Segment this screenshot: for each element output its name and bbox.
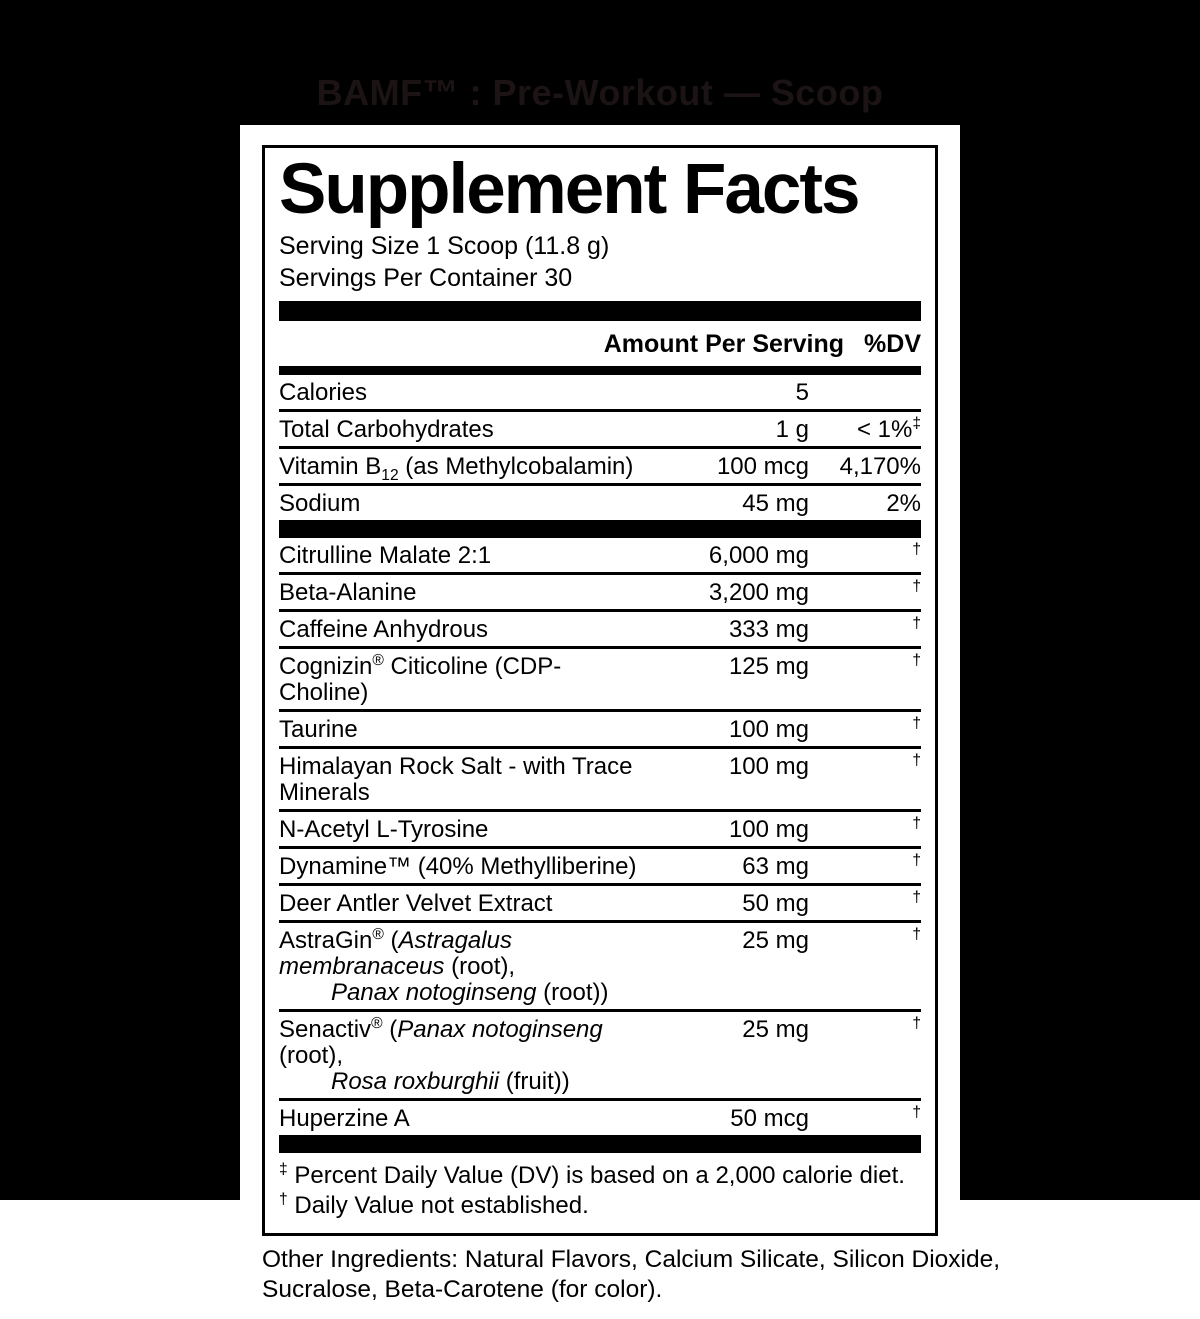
row-amount-cell: 3,200 mg — [708, 578, 809, 606]
column-header-dv: %DV — [864, 329, 921, 358]
footnote-symbol: † — [279, 1190, 288, 1208]
row-dv-cell — [809, 1014, 921, 1043]
text-segment: † — [912, 1103, 921, 1121]
text-segment: Dynamine™ (40% Methylliberine) — [279, 852, 637, 880]
text-segment: Rosa roxburghii — [331, 1067, 500, 1095]
row-amount-cell: 125 mg — [728, 652, 809, 680]
row-name-line — [279, 491, 649, 517]
row-name-cell — [279, 491, 649, 517]
row-name-line — [279, 1014, 649, 1069]
row-dv-cell — [809, 577, 921, 606]
row-name-cell — [279, 754, 649, 806]
text-segment: Deer Antler Velvet Extract — [279, 889, 553, 917]
row-amount-cell: 45 mg — [742, 489, 809, 517]
text-segment: † — [912, 888, 921, 906]
row-amount-cell: 100 mg — [728, 715, 809, 743]
table-row — [279, 1098, 921, 1135]
row-amount-cell: 100 mcg — [716, 452, 809, 480]
row-name-line — [279, 1069, 649, 1095]
text-segment: † — [912, 1014, 921, 1032]
row-name-cell — [279, 452, 649, 484]
text-segment: AstraGin — [279, 926, 373, 954]
row-name-line — [279, 417, 649, 443]
row-name-line — [279, 817, 649, 843]
nutrient-rows — [279, 375, 921, 520]
row-name-cell — [279, 891, 649, 917]
text-segment: Panax notoginseng — [331, 978, 537, 1006]
text-segment: ® — [372, 651, 384, 669]
text-segment: † — [912, 851, 921, 869]
divider-bar-mid — [279, 520, 921, 538]
text-segment: Himalayan Rock Salt - with Trace Minerals — [279, 752, 633, 806]
text-segment: ‡ — [912, 414, 921, 432]
row-dv-cell — [809, 540, 921, 569]
row-name-line — [279, 580, 649, 606]
text-segment: (as Methylcobalamin) — [398, 452, 634, 480]
row-name-cell — [279, 380, 649, 406]
row-dv-cell — [809, 888, 921, 917]
text-segment: Beta-Alanine — [279, 578, 417, 606]
row-dv-cell — [809, 925, 921, 954]
row-dv-cell — [809, 1103, 921, 1132]
text-segment: Taurine — [279, 715, 358, 743]
row-dv-cell — [809, 714, 921, 743]
row-name-cell — [279, 817, 649, 843]
row-name-line — [279, 1106, 649, 1132]
text-segment: < 1% — [856, 415, 913, 443]
text-segment: Panax notoginseng — [397, 1015, 603, 1043]
row-name-line — [279, 925, 649, 980]
table-row — [279, 609, 921, 646]
table-row — [279, 709, 921, 746]
servings-per-container: Servings Per Container 30 — [279, 263, 573, 292]
text-segment: ( — [382, 1015, 398, 1043]
product-caption: BAMF™ : Pre-Workout — Scoop — [316, 72, 884, 113]
text-segment: Sodium — [279, 489, 361, 517]
text-segment: † — [912, 751, 921, 769]
text-segment: † — [912, 540, 921, 558]
text-segment: N-Acetyl L-Tyrosine — [279, 815, 489, 843]
row-dv-cell — [809, 614, 921, 643]
row-name-line — [279, 891, 649, 917]
row-amount-cell: 333 mg — [728, 615, 809, 643]
divider-bar-bottom — [279, 1135, 921, 1153]
row-amount-cell: 100 mg — [728, 752, 809, 780]
text-segment: Senactiv — [279, 1015, 372, 1043]
row-amount-cell: 63 mg — [742, 852, 809, 880]
table-row — [279, 920, 921, 1009]
text-segment: † — [912, 714, 921, 732]
table-row — [279, 809, 921, 846]
row-name-line — [279, 380, 649, 406]
footnote-symbol: ‡ — [279, 1160, 288, 1178]
text-segment: 12 — [381, 466, 399, 484]
text-segment: † — [912, 814, 921, 832]
row-amount-cell: 25 mg — [742, 1015, 809, 1043]
table-row — [279, 846, 921, 883]
table-row — [279, 572, 921, 609]
row-name-cell — [279, 925, 649, 1006]
other-ingredients-line: Other Ingredients: Natural Flavors, Calcium Silicate, Silicon Dioxide, — [262, 1245, 1001, 1273]
text-segment: (fruit)) — [499, 1067, 570, 1095]
text-segment: 4,170% — [839, 452, 921, 480]
supplement-facts-title: Supplement Facts — [279, 150, 859, 229]
row-name-line — [279, 717, 649, 743]
row-name-line — [279, 651, 649, 706]
supplement-label-panel — [240, 125, 1001, 1319]
text-segment: Astragalus membranaceus — [279, 926, 512, 980]
supplement-facts-box — [262, 145, 938, 1236]
table-row — [279, 538, 921, 572]
text-segment: (root), — [444, 952, 516, 980]
text-segment: † — [912, 651, 921, 669]
text-segment: (root), — [279, 1041, 344, 1069]
other-ingredients — [262, 1245, 1001, 1305]
row-amount-cell: 50 mcg — [730, 1104, 809, 1132]
row-amount-cell: 5 — [795, 378, 809, 406]
footnote-line: ‡ Percent Daily Value (DV) is based on a 2,000 calorie diet. — [279, 1160, 905, 1189]
row-name-cell — [279, 417, 649, 443]
footnote-line: † Daily Value not established. — [279, 1190, 589, 1219]
column-header-row — [279, 321, 921, 366]
row-name-line — [279, 543, 649, 569]
text-segment: Caffeine Anhydrous — [279, 615, 489, 643]
table-row — [279, 375, 921, 409]
table-row — [279, 883, 921, 920]
table-row — [279, 446, 921, 483]
row-dv-cell — [809, 851, 921, 880]
row-amount-cell: 50 mg — [742, 889, 809, 917]
text-segment: ® — [372, 925, 384, 943]
serving-size: Serving Size 1 Scoop (11.8 g) — [279, 232, 610, 261]
row-name-cell — [279, 617, 649, 643]
text-segment: Citrulline Malate 2:1 — [279, 541, 492, 569]
footnotes — [279, 1153, 921, 1223]
row-dv-cell — [809, 414, 921, 443]
other-ingredients-line: Sucralose, Beta-Carotene (for color). — [262, 1275, 663, 1303]
text-segment: † — [912, 577, 921, 595]
row-name-cell — [279, 854, 649, 880]
row-name-cell — [279, 1106, 649, 1132]
row-dv-cell — [809, 751, 921, 780]
divider-bar-top — [279, 301, 921, 321]
text-segment: † — [912, 614, 921, 632]
table-row — [279, 483, 921, 520]
row-name-cell — [279, 1014, 649, 1095]
row-dv-cell — [809, 814, 921, 843]
text-segment: Citicoline (CDP-Choline) — [279, 652, 562, 706]
text-segment: Vitamin B — [279, 452, 382, 480]
row-name-cell — [279, 543, 649, 569]
row-name-cell — [279, 717, 649, 743]
text-segment: Total Carbohydrates — [279, 415, 494, 443]
row-name-line — [279, 617, 649, 643]
row-amount-cell: 25 mg — [742, 926, 809, 954]
row-dv-cell — [809, 491, 921, 517]
text-segment: † — [912, 925, 921, 943]
row-dv-cell — [809, 651, 921, 680]
text-segment: ( — [383, 926, 399, 954]
row-name-cell — [279, 651, 649, 706]
row-amount-cell: 1 g — [775, 415, 809, 443]
row-amount-cell: 6,000 mg — [708, 541, 809, 569]
table-row — [279, 746, 921, 809]
row-amount-cell: 100 mg — [728, 815, 809, 843]
text-segment: 2% — [886, 489, 921, 517]
text-segment: Cognizin — [279, 652, 373, 680]
text-segment: Calories — [279, 378, 368, 406]
table-row — [279, 1009, 921, 1098]
row-name-line — [279, 854, 649, 880]
row-name-line — [279, 980, 649, 1006]
text-segment: Huperzine A — [279, 1104, 410, 1132]
row-name-cell — [279, 580, 649, 606]
row-name-line — [279, 754, 649, 806]
text-segment: (root)) — [536, 978, 609, 1006]
text-segment: ® — [371, 1014, 383, 1032]
divider-bar-header — [279, 366, 921, 375]
table-row — [279, 409, 921, 446]
row-name-line — [279, 452, 649, 484]
column-header-amount: Amount Per Serving — [603, 329, 845, 358]
row-dv-cell — [809, 454, 921, 480]
table-row — [279, 646, 921, 709]
ingredient-rows — [279, 538, 921, 1135]
